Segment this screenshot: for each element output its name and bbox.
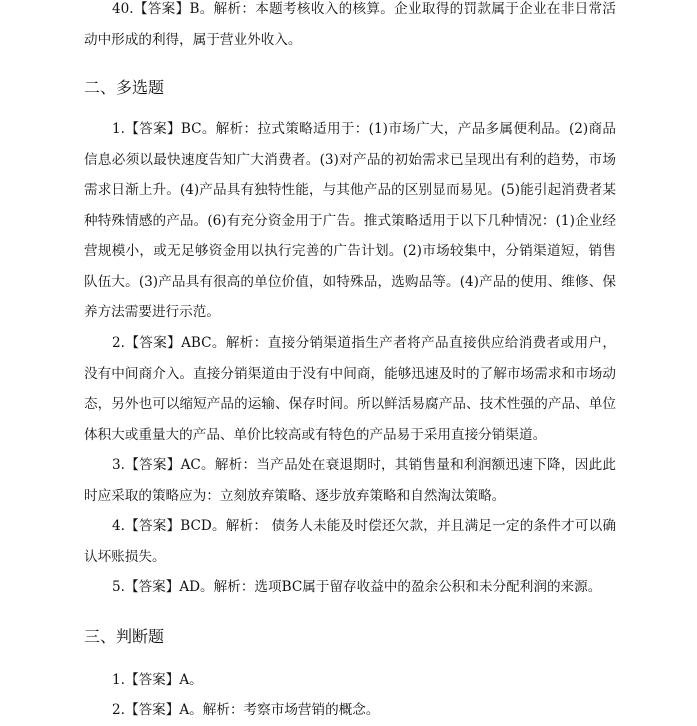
answer-1-paragraph: 1.【答案】BC。解析：拉式策略适用于：(1)市场广大，产品多属便利品。(2)商品信息必须以最快速度告知广大消费者。(3)对产品的初始需求已呈现出有利的趋势，市场需求日渐上升。(4)产品具有独特性能，与其他产品的区别显而易见。(5)能引起消费者某种特殊情感的产品。(6)有充分资金用于广告。推式策略适用于以下几种情况：(1)企业经营规模小，或无足够资金用以执行完善的广告计划。(2)市场较集中，分销渠道短，销售队伍大。(3)产品具有很高的单位价值，如特殊品，选购品等。(4)产品的使用、维修、保养方法需要进行示范。 <box>84 121 616 320</box>
section-heading-true-false: 三、判断题 <box>84 627 165 646</box>
judgement-answer-1: 1.【答案】A。 <box>112 672 203 688</box>
section-heading-multiple-choice: 二、多选题 <box>84 78 165 97</box>
answer-2-paragraph: 2.【答案】ABC。解析：直接分销渠道指生产者将产品直接供应给消费者或用户，没有中间商介入。直接分销渠道由于没有中间商，能够迅速及时的了解市场需求和市场动态，另外也可以缩短产品的运输、保存时间。所以鲜活易腐产品、技术性强的产品、单位体积大或重量大的产品、单价比较高或有特色的产品易于采用直接分销渠道。 <box>84 335 616 443</box>
judgement-answer-2: 2.【答案】A。解析：考察市场营销的概念。 <box>112 702 380 718</box>
answer-5-paragraph: 5.【答案】AD。解析：选项BC属于留存收益中的盈余公积和未分配利润的来源。 <box>112 579 602 595</box>
answer-3-paragraph: 3.【答案】AC。解析：当产品处在衰退期时，其销售量和利润额迅速下降，因此此时应采取的策略应为：立刻放弃策略、逐步放弃策略和自然淘汰策略。 <box>84 457 616 504</box>
answer-40-paragraph: 40.【答案】B。解析：本题考核收入的核算。企业取得的罚款属于企业在非日常活动中形成的利得，属于营业外收入。 <box>84 1 616 48</box>
answer-4-paragraph: 4.【答案】BCD。解析： 债务人未能及时偿还欠款，并且满足一定的条件才可以确认坏账损失。 <box>84 518 616 565</box>
